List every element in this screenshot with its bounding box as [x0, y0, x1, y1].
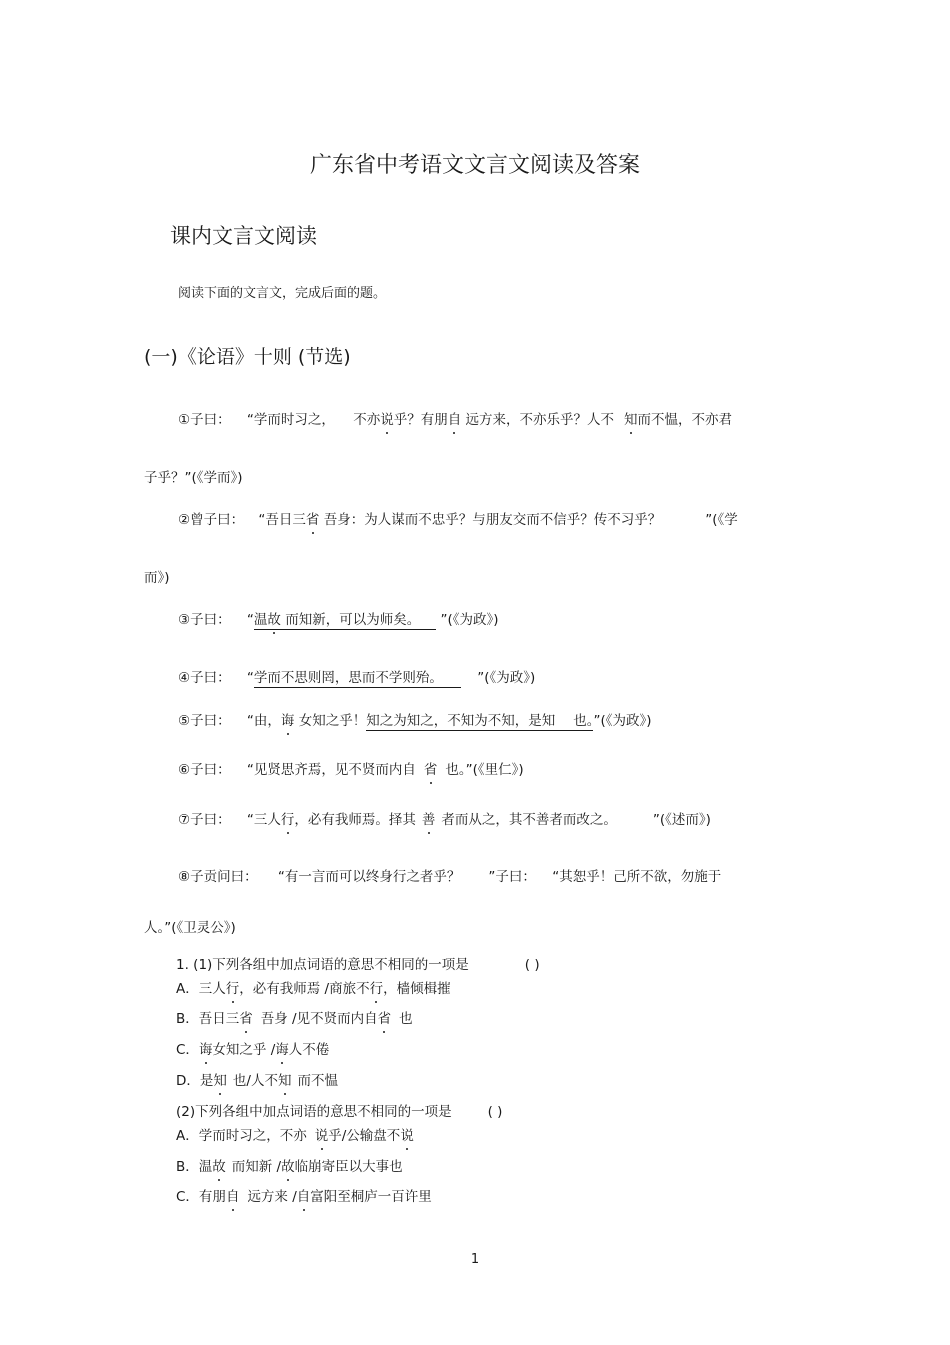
- quote-text: “吾日三: [258, 512, 306, 528]
- option-text: D．是: [176, 1073, 214, 1089]
- dotted-word: 自: [447, 412, 462, 428]
- passage-2-cont: [144, 566, 170, 586]
- option-text: B．温: [176, 1159, 213, 1175]
- quote-text: 远方来，不亦乐乎？人不: [465, 412, 614, 428]
- quote-source: ”(《为政》): [477, 670, 536, 686]
- passage-6: [178, 758, 524, 778]
- option-text: 而知新 /: [231, 1159, 282, 1175]
- underlined-text: 知之为知之，不知为不知，是知: [366, 713, 556, 729]
- option-text: 也/人不: [232, 1073, 278, 1089]
- dotted-word: 说: [314, 1128, 329, 1144]
- dotted-word: 知: [624, 412, 638, 428]
- quote-text: 温: [253, 612, 268, 628]
- question-1-stem: [176, 953, 540, 973]
- dotted-word: 故: [212, 1159, 226, 1175]
- option-text: 乎/公输盘不: [328, 1128, 401, 1144]
- quote-source: 也。”(《里仁》): [445, 762, 524, 778]
- quote-source: 而》): [144, 570, 170, 586]
- passage-8: [178, 865, 721, 885]
- speaker: ②曾子曰：: [178, 512, 245, 528]
- instructions: 阅读下面的文言文，完成后面的题。: [178, 286, 387, 301]
- question-2-option-c: [176, 1185, 432, 1205]
- question-1-option-d: [176, 1069, 338, 1089]
- quote-text: “: [246, 670, 254, 686]
- quote-source: 子乎？”(《学而》): [144, 470, 243, 486]
- option-text: 富阳至桐庐一百许里: [310, 1189, 432, 1205]
- option-text: A．三人: [176, 981, 226, 997]
- option-text: 也: [399, 1011, 413, 1027]
- answer-blank: ( ): [524, 957, 540, 973]
- dotted-word: 省: [305, 512, 320, 528]
- quote-text: 者而从之，其不善者而改之。: [441, 812, 617, 828]
- quote-text: 女知之乎！: [298, 713, 367, 729]
- quote-source: ”(《为政》): [440, 612, 499, 628]
- passage-8-cont: [144, 916, 236, 936]
- speaker: ①子曰：: [178, 412, 231, 428]
- dotted-word: 故: [267, 612, 281, 628]
- quote-text: “见贤思齐焉，见不贤而内自: [246, 762, 416, 778]
- option-text: C．有朋: [176, 1189, 226, 1205]
- option-text: 临崩寄臣以大事也: [294, 1159, 403, 1175]
- quote-source: ”(《为政》): [593, 713, 652, 729]
- question-2-option-a: [176, 1124, 414, 1144]
- speaker: ③子曰：: [178, 612, 231, 628]
- dotted-word: 行: [225, 981, 240, 997]
- dotted-word: 自: [225, 1189, 240, 1205]
- passage-2: [178, 508, 738, 528]
- dotted-word: 省: [423, 762, 438, 778]
- speaker: ⑥子曰：: [178, 762, 231, 778]
- dotted-word: 故: [281, 1159, 295, 1175]
- quote-text: 吾身：为人谋而不忠乎？与朋友交而不信乎？传不习乎？: [323, 512, 662, 528]
- quote-text: ，必有我师焉。择其: [294, 812, 416, 828]
- underlined-text: 学而不思则罔，思而不学则殆。: [253, 670, 443, 686]
- dotted-word: 诲: [275, 1042, 289, 1058]
- answer-blank: ( ): [487, 1104, 503, 1120]
- question-1-option-c: [176, 1038, 329, 1058]
- speaker: ⑧子贡问曰：: [178, 869, 258, 885]
- option-text: C．: [176, 1042, 199, 1058]
- page-number: 1: [470, 1252, 480, 1267]
- dotted-word: 诲: [198, 1042, 213, 1058]
- quote-text: “有一言而可以终身行之者乎？: [277, 869, 461, 885]
- dotted-word: 说: [400, 1128, 414, 1144]
- quote-text: “三人: [246, 812, 281, 828]
- section-heading: 课内文言文阅读: [170, 224, 317, 248]
- dotted-word: 说: [380, 412, 394, 428]
- passage-1: [178, 408, 732, 428]
- quote-text: “由，: [246, 713, 281, 729]
- option-text: ，樯倾楫摧: [383, 981, 451, 997]
- dotted-word: 省: [377, 1011, 392, 1027]
- option-text: 人不倦: [288, 1042, 330, 1058]
- quote-source: ”(《学: [705, 512, 738, 528]
- quote-text: “其恕乎！己所不欲，勿施于: [552, 869, 722, 885]
- dotted-word: 行: [280, 812, 295, 828]
- passage-3: [178, 608, 499, 628]
- dotted-word: 善: [421, 812, 436, 828]
- underlined-text: 而知新，可以为师矣。: [285, 612, 421, 628]
- passage-5: [178, 709, 651, 729]
- underlined-text: 也。: [573, 713, 594, 729]
- dotted-word: 自: [296, 1189, 311, 1205]
- option-text: 女知之乎 /: [212, 1042, 276, 1058]
- quote-text: 而不愠，不亦君: [637, 412, 732, 428]
- question-1-option-a: [176, 977, 451, 997]
- option-text: 吾身 /见不贤而内自: [260, 1011, 378, 1027]
- question-text: 1. (1)下列各组中加点词语的意思不相同的一项是: [176, 957, 469, 973]
- dotted-word: 知: [213, 1073, 227, 1089]
- question-1-option-b: [176, 1007, 413, 1027]
- option-text: B．吾日三: [176, 1011, 240, 1027]
- dotted-word: 省: [239, 1011, 253, 1027]
- passage-heading: (一)《论语》十则 (节选): [144, 346, 351, 368]
- dotted-word: 行: [369, 981, 384, 997]
- speaker: ⑤子曰：: [178, 713, 231, 729]
- option-text: 远方来 /: [247, 1189, 297, 1205]
- quote-source: ”(《述而》): [652, 812, 711, 828]
- option-text: ，必有我师焉 /商旅不: [239, 981, 370, 997]
- speaker: ”子曰：: [488, 869, 536, 885]
- option-text: A．学而时习之，不亦: [176, 1128, 307, 1144]
- question-2-stem: [176, 1100, 502, 1120]
- dotted-word: 诲: [280, 713, 295, 729]
- quote-text: 不亦: [353, 412, 381, 428]
- dotted-word: 知: [277, 1073, 292, 1089]
- passage-7: [178, 808, 711, 828]
- question-text: (2)下列各组中加点词语的意思不相同的一项是: [176, 1104, 452, 1120]
- question-2-option-b: [176, 1155, 403, 1175]
- quote-text: “学而时习之，: [246, 412, 335, 428]
- quote-source: 人。”(《卫灵公》): [144, 920, 236, 936]
- option-text: 而不愠: [297, 1073, 338, 1089]
- quote-text: 乎？有朋: [393, 412, 448, 428]
- speaker: ④子曰：: [178, 670, 231, 686]
- document-title: 广东省中考语文文言文阅读及答案: [309, 153, 640, 178]
- quote-text: “: [246, 612, 254, 628]
- passage-1-cont: [144, 466, 243, 486]
- passage-4: [178, 666, 535, 686]
- speaker: ⑦子曰：: [178, 812, 231, 828]
